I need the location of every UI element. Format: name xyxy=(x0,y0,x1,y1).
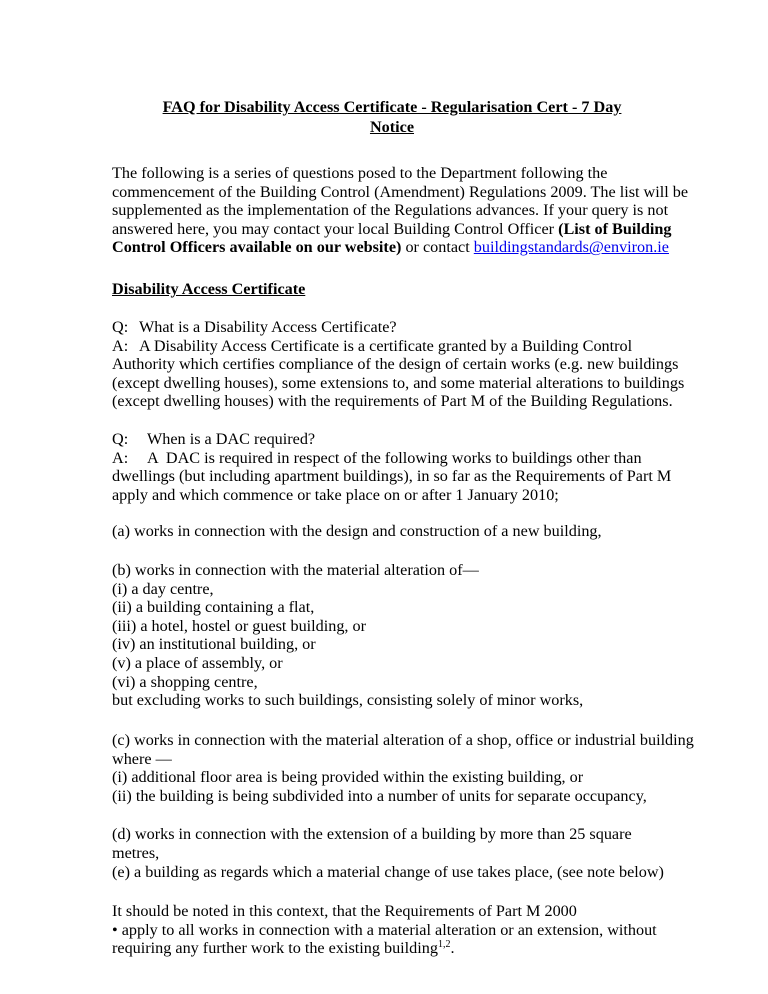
q-label: Q: xyxy=(112,430,129,448)
intro-line: The following is a series of questions posed to the Department following the xyxy=(112,164,608,182)
list-line: (vi) a shopping centre, xyxy=(112,672,258,691)
question-row xyxy=(112,318,672,337)
a-label: A: xyxy=(112,336,129,355)
list-line: (c) works in connection with the material alteration of a shop, office or industrial building xyxy=(112,731,694,749)
list-line: (i) a day centre, xyxy=(112,579,214,598)
title-line-2: Notice xyxy=(369,118,415,136)
question-text: When is a DAC required? xyxy=(147,430,316,448)
answer-text: A DAC is required in respect of the following works to buildings other than xyxy=(147,448,642,467)
answer-row xyxy=(112,449,672,468)
q-label: Q: xyxy=(112,318,129,336)
list-line: (b) works in connection with the material alteration of— xyxy=(112,561,479,579)
faq-q2 xyxy=(112,430,672,504)
note-line: requiring any further work to the existing building$^{1,2}$. xyxy=(112,939,455,958)
list-item-d: (d) works in connection with the extension of a building by more than 25 square metres, xyxy=(112,825,632,862)
list-line: (iii) a hotel, hostel or guest building, or xyxy=(112,616,367,635)
answer-text: A Disability Access Certificate is a certificate granted by a Building Control xyxy=(139,336,633,355)
email-link[interactable]: buildingstandards@environ.ie xyxy=(473,238,669,257)
list-item-a: (a) works in connection with the design and construction of a new building, xyxy=(112,522,602,540)
faq-q1 xyxy=(112,318,685,411)
answer-row xyxy=(112,337,672,356)
intro-line: Control Officers available on our website) or contact buildingstandards@environ.ie xyxy=(112,238,669,257)
question-row xyxy=(112,430,672,449)
list-item-e: (e) a building as regards which a material change of use takes place, (see note below) xyxy=(112,863,664,881)
list-item-c xyxy=(112,731,694,805)
list-line: but excluding works to such buildings, consisting solely of minor works, xyxy=(112,691,584,710)
list-line: (i) additional floor area is being provided within the existing building, or xyxy=(112,768,584,787)
bco-list-bold-text: Control Officers available on our website) xyxy=(112,238,402,257)
list-line: where — xyxy=(112,749,172,768)
list-line: (v) a place of assembly, or xyxy=(112,653,283,672)
answer-line: (except dwelling houses), some extensions to, and some material alterations to buildings xyxy=(112,373,685,392)
page-title xyxy=(112,97,672,137)
list-line: (ii) the building is being subdivided into a number of units for separate occupancy, xyxy=(112,786,647,805)
bco-list-bold-text: (List of Building xyxy=(558,219,672,238)
list-line: (iv) an institutional building, or xyxy=(112,635,316,654)
list-item-b xyxy=(112,561,672,710)
list-line: (ii) a building containing a flat, xyxy=(112,598,315,617)
intro-line: commencement of the Building Control (Amendment) Regulations 2009. The list will be xyxy=(112,182,689,201)
intro-paragraph xyxy=(112,164,689,257)
answer-line: (except dwelling houses) with the requirements of Part M of the Building Regulations. xyxy=(112,392,673,411)
answer-line: dwellings (but including apartment buildings), in so far as the Requirements of Part M xyxy=(112,467,672,486)
note-paragraph xyxy=(112,902,672,958)
answer-line: apply and which commence or take place on or after 1 January 2010; xyxy=(112,485,559,504)
question-text: What is a Disability Access Certificate? xyxy=(139,318,397,336)
footnote-ref: 1,2 xyxy=(437,939,451,951)
a-label: A: xyxy=(112,448,129,467)
section-heading: Disability Access Certificate xyxy=(112,280,306,298)
intro-line: answered here, you may contact your local Building Control Officer (List of Building xyxy=(112,219,672,238)
note-line: It should be noted in this context, that the Requirements of Part M 2000 xyxy=(112,902,577,920)
intro-line: supplemented as the implementation of the Regulations advances. If your query is not xyxy=(112,201,669,220)
title-line-1: FAQ for Disability Access Certificate - Regularisation Cert - 7 Day xyxy=(162,98,622,116)
note-bullet-line: • apply to all works in connection with a material alteration or an extension, without xyxy=(112,920,657,939)
answer-line: Authority which certifies compliance of the design of certain works (e.g. new buildings xyxy=(112,355,679,374)
